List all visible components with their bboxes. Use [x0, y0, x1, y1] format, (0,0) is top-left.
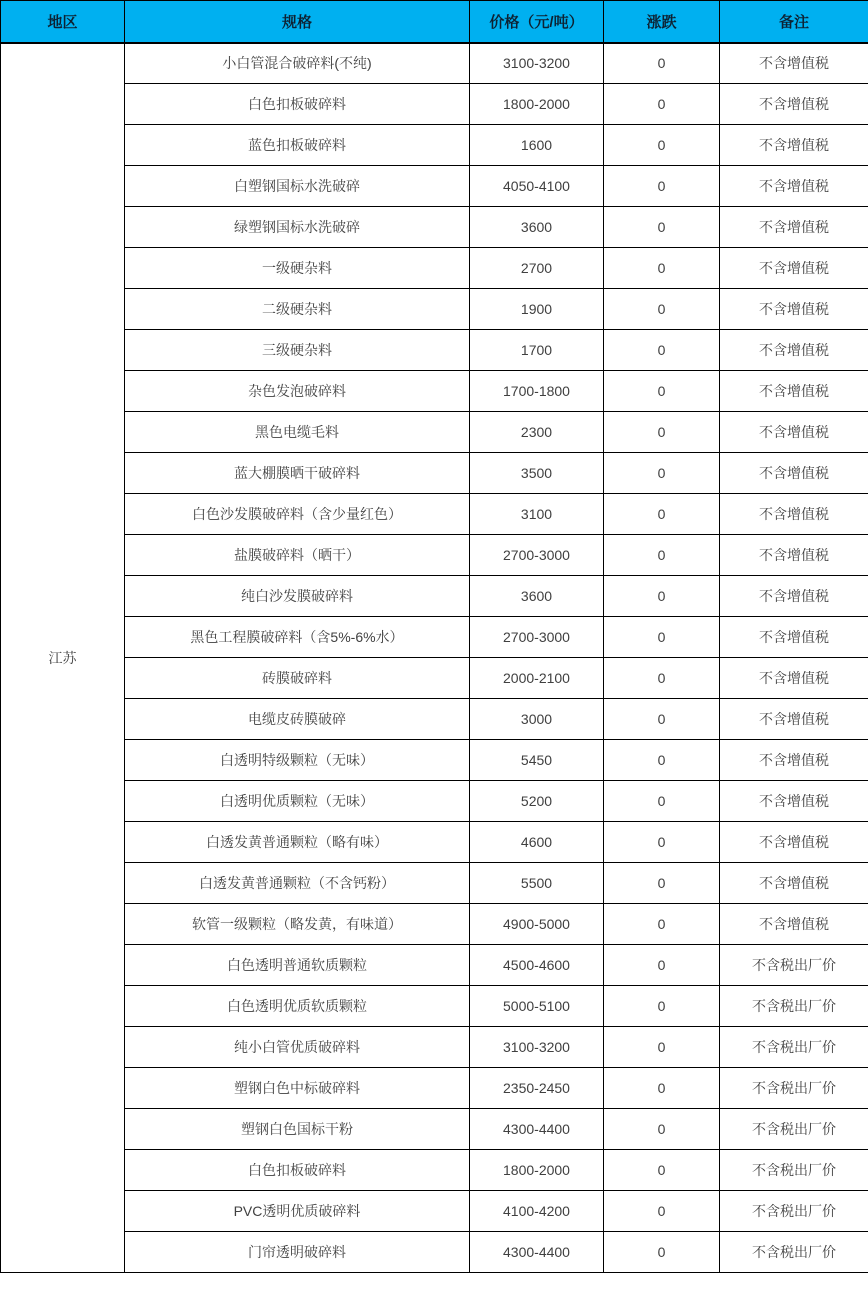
note-cell: 不含增值税: [720, 822, 868, 863]
change-cell: 0: [604, 43, 720, 84]
spec-cell: 绿塑钢国标水洗破碎: [125, 207, 470, 248]
price-cell: 4300-4400: [470, 1232, 604, 1273]
header-row: [1, 1, 868, 43]
note-cell: 不含增值税: [720, 617, 868, 658]
spec-cell: 蓝色扣板破碎料: [125, 125, 470, 166]
change-cell: 0: [604, 904, 720, 945]
note-cell: 不含增值税: [720, 576, 868, 617]
note-cell: 不含增值税: [720, 535, 868, 576]
spec-cell: 一级硬杂料: [125, 248, 470, 289]
change-cell: 0: [604, 1150, 720, 1191]
table-row: [1, 617, 868, 658]
table-row: [1, 248, 868, 289]
spec-cell: 白透发黄普通颗粒（不含钙粉）: [125, 863, 470, 904]
column-header-price: 价格（元/吨）: [470, 1, 604, 43]
spec-cell: 白透发黄普通颗粒（略有味）: [125, 822, 470, 863]
table-row: [1, 289, 868, 330]
price-cell: 3100-3200: [470, 43, 604, 84]
note-cell: 不含增值税: [720, 330, 868, 371]
spec-cell: 白色扣板破碎料: [125, 84, 470, 125]
note-cell: 不含税出厂价: [720, 1191, 868, 1232]
price-cell: 3500: [470, 453, 604, 494]
change-cell: 0: [604, 289, 720, 330]
change-cell: 0: [604, 84, 720, 125]
spec-cell: 黑色电缆毛料: [125, 412, 470, 453]
table-row: [1, 945, 868, 986]
change-cell: 0: [604, 494, 720, 535]
change-cell: 0: [604, 576, 720, 617]
note-cell: 不含增值税: [720, 863, 868, 904]
spec-cell: 白透明优质颗粒（无味）: [125, 781, 470, 822]
spec-cell: 黑色工程膜破碎料（含5%-6%水）: [125, 617, 470, 658]
spec-cell: 纯白沙发膜破碎料: [125, 576, 470, 617]
column-header-region: 地区: [1, 1, 125, 43]
table-row: [1, 207, 868, 248]
table-row: [1, 1068, 868, 1109]
price-cell: 4500-4600: [470, 945, 604, 986]
change-cell: 0: [604, 986, 720, 1027]
note-cell: 不含税出厂价: [720, 1232, 868, 1273]
price-cell: 5500: [470, 863, 604, 904]
price-cell: 1700-1800: [470, 371, 604, 412]
change-cell: 0: [604, 1068, 720, 1109]
spec-cell: 杂色发泡破碎料: [125, 371, 470, 412]
change-cell: 0: [604, 330, 720, 371]
price-cell: 4600: [470, 822, 604, 863]
table-row: [1, 576, 868, 617]
change-cell: 0: [604, 166, 720, 207]
table-row: [1, 494, 868, 535]
change-cell: 0: [604, 207, 720, 248]
change-cell: 0: [604, 781, 720, 822]
change-cell: 0: [604, 945, 720, 986]
spec-cell: 塑钢白色国标干粉: [125, 1109, 470, 1150]
table-row: [1, 863, 868, 904]
price-cell: 3600: [470, 576, 604, 617]
note-cell: 不含增值税: [720, 125, 868, 166]
column-header-change: 涨跌: [604, 1, 720, 43]
note-cell: 不含增值税: [720, 166, 868, 207]
price-cell: 2700-3000: [470, 535, 604, 576]
change-cell: 0: [604, 699, 720, 740]
spec-cell: 白色透明普通软质颗粒: [125, 945, 470, 986]
note-cell: 不含增值税: [720, 84, 868, 125]
table-row: [1, 781, 868, 822]
change-cell: 0: [604, 125, 720, 166]
spec-cell: 盐膜破碎料（晒干）: [125, 535, 470, 576]
spec-cell: 二级硬杂料: [125, 289, 470, 330]
price-cell: 2700-3000: [470, 617, 604, 658]
price-table-body: [1, 43, 868, 1273]
spec-cell: 蓝大棚膜晒干破碎料: [125, 453, 470, 494]
note-cell: 不含增值税: [720, 207, 868, 248]
note-cell: 不含税出厂价: [720, 1150, 868, 1191]
price-table-header: [1, 1, 868, 43]
note-cell: 不含增值税: [720, 248, 868, 289]
change-cell: 0: [604, 453, 720, 494]
spec-cell: 白色透明优质软质颗粒: [125, 986, 470, 1027]
note-cell: 不含增值税: [720, 289, 868, 330]
spec-cell: 白色沙发膜破碎料（含少量红色）: [125, 494, 470, 535]
table-row: [1, 658, 868, 699]
note-cell: 不含税出厂价: [720, 1109, 868, 1150]
price-cell: 5000-5100: [470, 986, 604, 1027]
table-row: [1, 43, 868, 84]
price-cell: 3000: [470, 699, 604, 740]
change-cell: 0: [604, 371, 720, 412]
spec-cell: 小白管混合破碎料(不纯): [125, 43, 470, 84]
change-cell: 0: [604, 740, 720, 781]
change-cell: 0: [604, 1232, 720, 1273]
spec-cell: 纯小白管优质破碎料: [125, 1027, 470, 1068]
note-cell: 不含税出厂价: [720, 1068, 868, 1109]
column-header-spec: 规格: [125, 1, 470, 43]
table-row: [1, 166, 868, 207]
table-row: [1, 412, 868, 453]
note-cell: 不含税出厂价: [720, 986, 868, 1027]
note-cell: 不含增值税: [720, 740, 868, 781]
table-row: [1, 371, 868, 412]
table-row: [1, 822, 868, 863]
price-cell: 3100-3200: [470, 1027, 604, 1068]
table-row: [1, 535, 868, 576]
price-cell: 4300-4400: [470, 1109, 604, 1150]
change-cell: 0: [604, 535, 720, 576]
price-cell: 1800-2000: [470, 1150, 604, 1191]
table-row: [1, 453, 868, 494]
table-row: [1, 1150, 868, 1191]
change-cell: 0: [604, 1191, 720, 1232]
note-cell: 不含增值税: [720, 494, 868, 535]
note-cell: 不含增值税: [720, 371, 868, 412]
spec-cell: 白色扣板破碎料: [125, 1150, 470, 1191]
table-row: [1, 1027, 868, 1068]
price-cell: 1700: [470, 330, 604, 371]
table-row: [1, 904, 868, 945]
price-cell: 5200: [470, 781, 604, 822]
table-row: [1, 125, 868, 166]
change-cell: 0: [604, 617, 720, 658]
table-row: [1, 986, 868, 1027]
price-cell: 4100-4200: [470, 1191, 604, 1232]
note-cell: 不含增值税: [720, 43, 868, 84]
table-row: [1, 699, 868, 740]
change-cell: 0: [604, 248, 720, 289]
spec-cell: 白透明特级颗粒（无味）: [125, 740, 470, 781]
table-row: [1, 330, 868, 371]
price-cell: 2350-2450: [470, 1068, 604, 1109]
change-cell: 0: [604, 1109, 720, 1150]
spec-cell: 门帘透明破碎料: [125, 1232, 470, 1273]
note-cell: 不含增值税: [720, 699, 868, 740]
note-cell: 不含税出厂价: [720, 945, 868, 986]
price-cell: 4900-5000: [470, 904, 604, 945]
spec-cell: 电缆皮砖膜破碎: [125, 699, 470, 740]
price-cell: 1900: [470, 289, 604, 330]
price-cell: 2700: [470, 248, 604, 289]
spec-cell: 软管一级颗粒（略发黄，有味道）: [125, 904, 470, 945]
table-row: [1, 1109, 868, 1150]
price-cell: 2300: [470, 412, 604, 453]
spec-cell: 白塑钢国标水洗破碎: [125, 166, 470, 207]
note-cell: 不含增值税: [720, 904, 868, 945]
price-cell: 1800-2000: [470, 84, 604, 125]
table-row: [1, 1191, 868, 1232]
note-cell: 不含增值税: [720, 658, 868, 699]
spec-cell: 塑钢白色中标破碎料: [125, 1068, 470, 1109]
note-cell: 不含税出厂价: [720, 1027, 868, 1068]
change-cell: 0: [604, 863, 720, 904]
note-cell: 不含增值税: [720, 412, 868, 453]
spec-cell: 砖膜破碎料: [125, 658, 470, 699]
region-cell: 江苏: [1, 43, 125, 1273]
table-row: [1, 1232, 868, 1273]
change-cell: 0: [604, 412, 720, 453]
price-cell: 3600: [470, 207, 604, 248]
price-cell: 2000-2100: [470, 658, 604, 699]
price-cell: 5450: [470, 740, 604, 781]
spec-cell: PVC透明优质破碎料: [125, 1191, 470, 1232]
table-row: [1, 84, 868, 125]
change-cell: 0: [604, 822, 720, 863]
price-cell: 1600: [470, 125, 604, 166]
spec-cell: 三级硬杂料: [125, 330, 470, 371]
column-header-note: 备注: [720, 1, 868, 43]
note-cell: 不含增值税: [720, 781, 868, 822]
change-cell: 0: [604, 1027, 720, 1068]
table-row: [1, 740, 868, 781]
price-cell: 3100: [470, 494, 604, 535]
price-cell: 4050-4100: [470, 166, 604, 207]
change-cell: 0: [604, 658, 720, 699]
note-cell: 不含增值税: [720, 453, 868, 494]
